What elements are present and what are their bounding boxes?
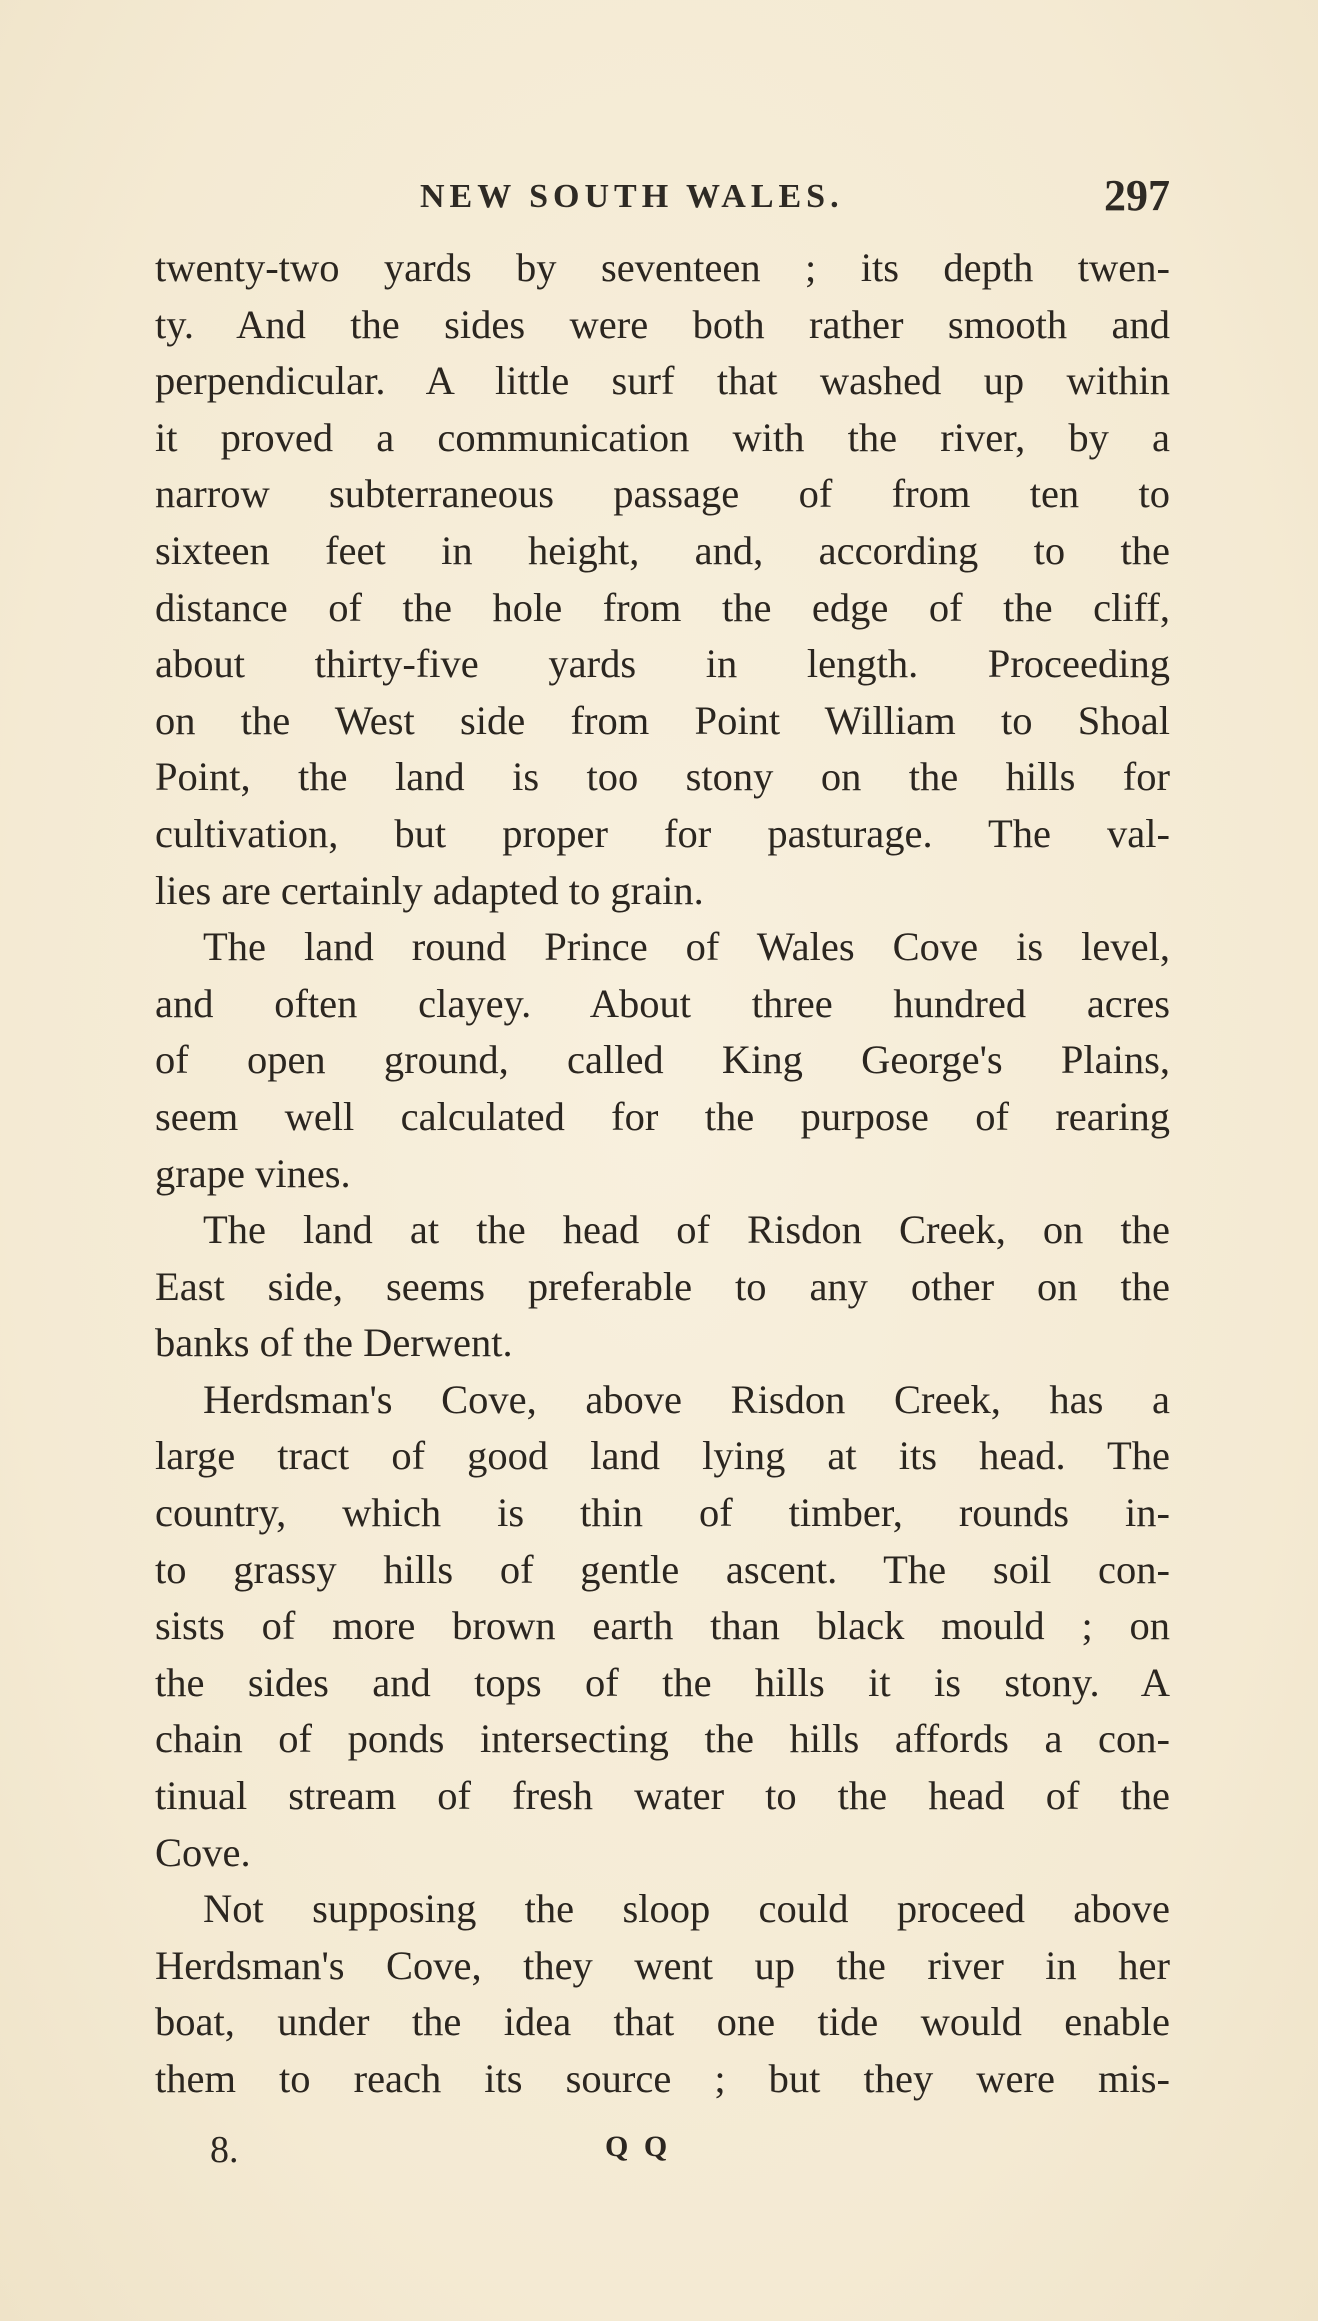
page-number: 297 (1104, 171, 1170, 220)
text-line: the sides and tops of the hills it is stony. A (155, 1659, 1170, 1705)
text-line: ty. And the sides were both rather smooth and (155, 301, 1170, 347)
running-head: NEW SOUTH WALES. (420, 178, 844, 215)
text-line: and often clayey. About three hundred acres (155, 980, 1170, 1026)
signature-mark: 8. (210, 2129, 239, 2171)
text-line: country, which is thin of timber, rounds in- (155, 1490, 1170, 1536)
paragraph-start-line: The land round Prince of Wales Cove is level, (203, 924, 1170, 970)
paragraph-start-line: The land at the head of Risdon Creek, on the (203, 1207, 1170, 1253)
page-header (155, 170, 1170, 230)
text-line: sists of more brown earth than black mould ; on (155, 1603, 1170, 1649)
text-line: of open ground, called King George's Plains, (155, 1037, 1170, 1083)
text-line: large tract of good land lying at its head. The (155, 1433, 1170, 1479)
text-line: boat, under the idea that one tide would enable (155, 1999, 1170, 2045)
signature-letters: Q Q (605, 2130, 672, 2163)
page-footer (210, 2128, 810, 2178)
text-line: perpendicular. A little surf that washed up within (155, 358, 1170, 404)
text-line: tinual stream of fresh water to the head of the (155, 1773, 1170, 1819)
text-line: Herdsman's Cove, they went up the river in her (155, 1942, 1170, 1988)
text-line: about thirty-five yards in length. Proceeding (155, 641, 1170, 687)
text-line: distance of the hole from the edge of the cliff, (155, 584, 1170, 630)
text-line: on the West side from Point William to Shoal (155, 697, 1170, 743)
text-line: twenty-two yards by seventeen ; its depth twen- (155, 245, 1170, 290)
body-text (155, 240, 1170, 2108)
text-line: seem well calculated for the purpose of rearing (155, 1093, 1170, 1139)
text-line: East side, seems preferable to any other on the (155, 1263, 1170, 1309)
text-line: them to reach its source ; but they were mis- (155, 2056, 1170, 2101)
text-line: Point, the land is too stony on the hills for (155, 754, 1170, 800)
text-line: cultivation, but proper for pasturage. The val- (155, 810, 1170, 856)
text-line: narrow subterraneous passage of from ten to (155, 471, 1170, 517)
text-line: grape vines. (155, 1150, 351, 1196)
text-line: sixteen feet in height, and, according to the (155, 527, 1170, 573)
text-line: chain of ponds intersecting the hills affords a con- (155, 1716, 1170, 1762)
paragraph-start-line: Herdsman's Cove, above Risdon Creek, has a (203, 1376, 1170, 1422)
text-line: it proved a communication with the river, by a (155, 414, 1170, 460)
text-line: Cove. (155, 1829, 251, 1875)
text-line: lies are certainly adapted to grain. (155, 867, 704, 913)
text-line: to grassy hills of gentle ascent. The soil con- (155, 1546, 1170, 1592)
text-line: banks of the Derwent. (155, 1320, 513, 1366)
paragraph-start-line: Not supposing the sloop could proceed above (203, 1886, 1170, 1932)
